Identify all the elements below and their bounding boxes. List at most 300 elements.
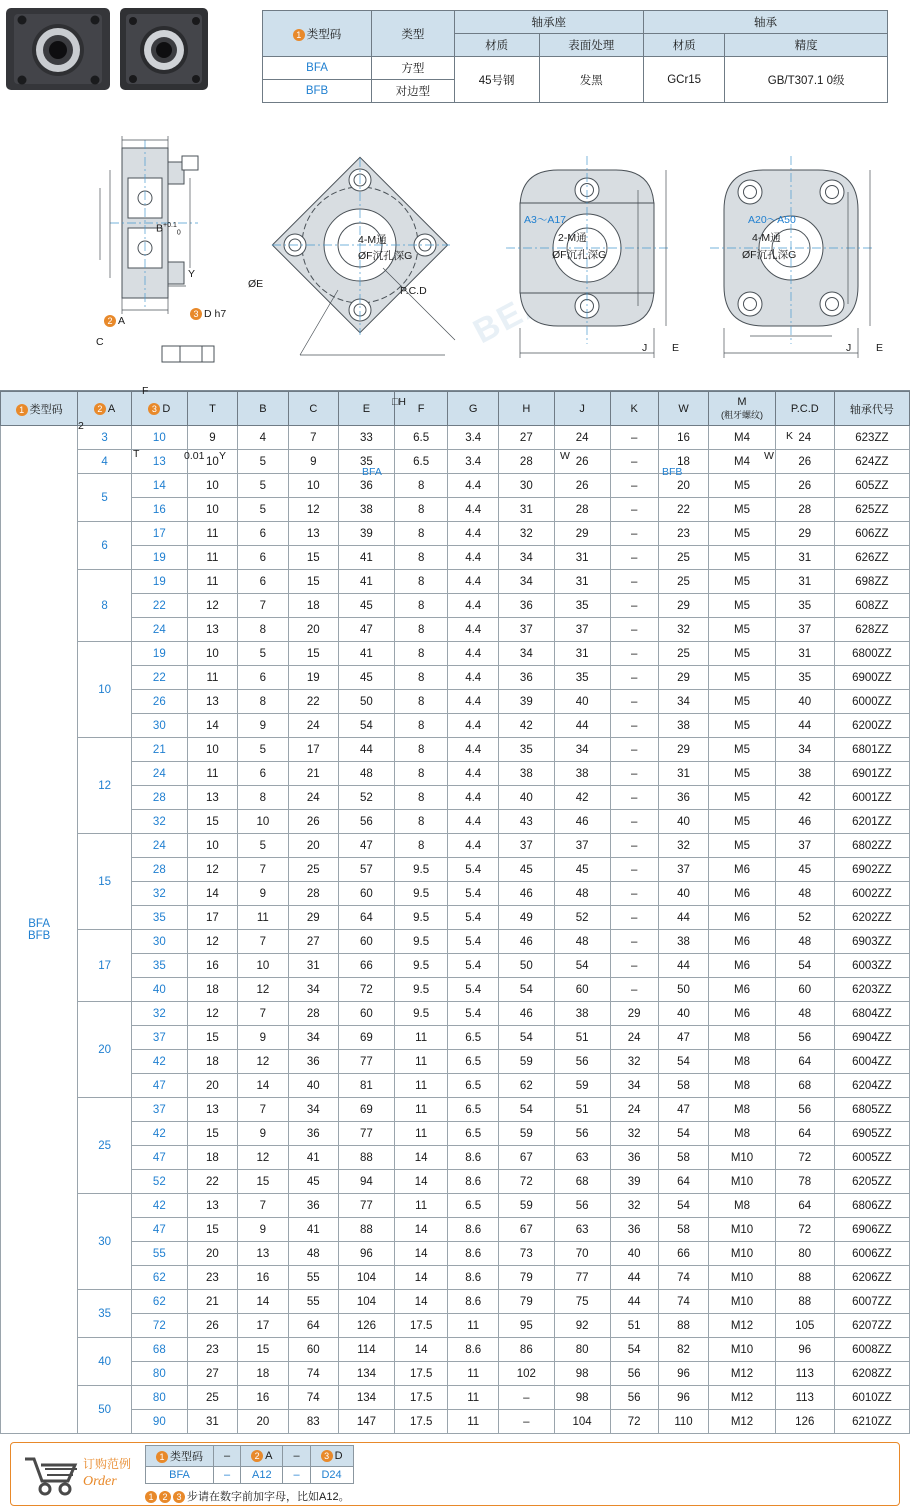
cell-h: 95: [498, 1314, 554, 1338]
cell-e: 72: [339, 978, 395, 1002]
cell-w: 58: [658, 1146, 708, 1170]
col-k: K: [610, 392, 658, 426]
cell-pcd: 31: [775, 570, 834, 594]
cell-w: 38: [658, 714, 708, 738]
cell-w: 82: [658, 1338, 708, 1362]
cell-d: 13: [131, 450, 187, 474]
cell-pcd: 35: [775, 666, 834, 690]
cell-m: M10: [709, 1338, 776, 1362]
cell-b: 17: [238, 1314, 288, 1338]
bfa-title: BFA: [362, 466, 382, 478]
cell-t: 25: [187, 1386, 237, 1410]
cell-w: 96: [658, 1386, 708, 1410]
cell-h: 34: [498, 546, 554, 570]
cell-f: 14: [394, 1170, 448, 1194]
cell-h: 46: [498, 882, 554, 906]
cell-g: 8.6: [448, 1218, 498, 1242]
cell-c: 74: [288, 1362, 338, 1386]
cell-d: 80: [131, 1386, 187, 1410]
cell-b: 9: [238, 1218, 288, 1242]
cell-e: 77: [339, 1050, 395, 1074]
cell-m: M6: [709, 906, 776, 930]
table-row: [1, 1122, 910, 1146]
cell-f: 9.5: [394, 1002, 448, 1026]
cell-pcd: 54: [775, 954, 834, 978]
cell-b: 5: [238, 474, 288, 498]
cell-j: 26: [554, 450, 610, 474]
cell-h: 38: [498, 762, 554, 786]
cell-pcd: 48: [775, 1002, 834, 1026]
cell-f: 9.5: [394, 978, 448, 1002]
cell-k: 39: [610, 1170, 658, 1194]
cell-k: –: [610, 714, 658, 738]
table-row: [1, 882, 910, 906]
cell-b: 6: [238, 546, 288, 570]
cell-j: 77: [554, 1266, 610, 1290]
cell-w: 54: [658, 1122, 708, 1146]
col-j: J: [554, 392, 610, 426]
cell-t: 23: [187, 1266, 237, 1290]
spec-code-bfa: BFA: [263, 57, 372, 80]
cell-j: 37: [554, 618, 610, 642]
cell-g: 5.4: [448, 858, 498, 882]
cell-f: 8: [394, 570, 448, 594]
cell-g: 6.5: [448, 1026, 498, 1050]
cell-j: 63: [554, 1146, 610, 1170]
dim-a-label: 2 A: [104, 315, 125, 327]
cell-j: 51: [554, 1098, 610, 1122]
cell-k: –: [610, 954, 658, 978]
cell-d: 35: [131, 906, 187, 930]
dimension-table: [0, 391, 910, 1434]
cell-b: 9: [238, 1026, 288, 1050]
cell-j: 35: [554, 666, 610, 690]
cell-w: 25: [658, 570, 708, 594]
cell-t: 31: [187, 1410, 237, 1434]
cell-f: 11: [394, 1026, 448, 1050]
cell-pcd: 24: [775, 426, 834, 450]
cell-e: 41: [339, 546, 395, 570]
cell-e: 147: [339, 1410, 395, 1434]
cell-d: 26: [131, 690, 187, 714]
cell-e: 36: [339, 474, 395, 498]
cell-m: M10: [709, 1170, 776, 1194]
cell-k: –: [610, 762, 658, 786]
cell-b: 15: [238, 1170, 288, 1194]
cell-f: 17.5: [394, 1362, 448, 1386]
cell-j: 98: [554, 1386, 610, 1410]
cell-f: 8: [394, 642, 448, 666]
cell-t: 12: [187, 858, 237, 882]
cell-g: 4.4: [448, 810, 498, 834]
cell-d: 17: [131, 522, 187, 546]
cell-d: 14: [131, 474, 187, 498]
spec-head-material: 材质: [454, 34, 539, 57]
cell-h: 35: [498, 738, 554, 762]
cell-f: 9.5: [394, 930, 448, 954]
a-value-cell: 5: [78, 474, 132, 522]
cell-d: 32: [131, 1002, 187, 1026]
cell-m: M5: [709, 642, 776, 666]
table-row: [1, 474, 910, 498]
cell-pcd: 64: [775, 1050, 834, 1074]
cell-h: 40: [498, 786, 554, 810]
cell-k: –: [610, 570, 658, 594]
cell-m: M5: [709, 666, 776, 690]
cell-d: 21: [131, 738, 187, 762]
cell-w: 29: [658, 666, 708, 690]
a-value-cell: 50: [78, 1386, 132, 1434]
cell-t: 20: [187, 1074, 237, 1098]
cell-c: 24: [288, 786, 338, 810]
cell-k: –: [610, 498, 658, 522]
cell-k: 56: [610, 1386, 658, 1410]
cell-h: 31: [498, 498, 554, 522]
cell-k: 24: [610, 1026, 658, 1050]
col-a: 2 A: [78, 392, 132, 426]
a-value-cell: 8: [78, 570, 132, 642]
cell-brg: 6000ZZ: [834, 690, 909, 714]
cell-w: 32: [658, 834, 708, 858]
bfb-large-holes: 4-M通: [752, 232, 781, 244]
datum-y-label: Y: [188, 268, 196, 280]
cell-t: 9: [187, 426, 237, 450]
col-t: T: [187, 392, 237, 426]
cell-t: 10: [187, 642, 237, 666]
cell-f: 9.5: [394, 954, 448, 978]
cell-m: M5: [709, 522, 776, 546]
cell-b: 12: [238, 1146, 288, 1170]
cell-t: 27: [187, 1362, 237, 1386]
cell-c: 28: [288, 1002, 338, 1026]
cell-w: 64: [658, 1170, 708, 1194]
cell-b: 6: [238, 666, 288, 690]
cell-j: 54: [554, 954, 610, 978]
cell-pcd: 88: [775, 1266, 834, 1290]
cell-g: 4.4: [448, 570, 498, 594]
cell-w: 50: [658, 978, 708, 1002]
cell-brg: 6805ZZ: [834, 1098, 909, 1122]
table-row: [1, 738, 910, 762]
cell-c: 60: [288, 1338, 338, 1362]
table-row: [1, 858, 910, 882]
cell-f: 8: [394, 546, 448, 570]
cell-w: 88: [658, 1314, 708, 1338]
cell-d: 47: [131, 1218, 187, 1242]
bfb-large-k: K: [786, 430, 794, 442]
cell-brg: 6201ZZ: [834, 810, 909, 834]
cell-t: 13: [187, 786, 237, 810]
cell-c: 26: [288, 810, 338, 834]
cell-d: 24: [131, 834, 187, 858]
cell-m: M6: [709, 858, 776, 882]
cell-k: –: [610, 642, 658, 666]
cell-k: –: [610, 618, 658, 642]
cell-g: 8.6: [448, 1170, 498, 1194]
cell-e: 126: [339, 1314, 395, 1338]
cell-j: 35: [554, 594, 610, 618]
cell-t: 13: [187, 618, 237, 642]
cell-brg: 6200ZZ: [834, 714, 909, 738]
cell-t: 14: [187, 882, 237, 906]
cell-h: 86: [498, 1338, 554, 1362]
cell-e: 44: [339, 738, 395, 762]
cell-brg: 6204ZZ: [834, 1074, 909, 1098]
cell-w: 22: [658, 498, 708, 522]
cell-f: 11: [394, 1074, 448, 1098]
cell-pcd: 38: [775, 762, 834, 786]
cell-j: 92: [554, 1314, 610, 1338]
cell-e: 134: [339, 1362, 395, 1386]
spec-table-wrap: [262, 0, 910, 100]
cell-j: 48: [554, 882, 610, 906]
cell-e: 77: [339, 1194, 395, 1218]
cell-brg: 6206ZZ: [834, 1266, 909, 1290]
cell-brg: 624ZZ: [834, 450, 909, 474]
cell-e: 64: [339, 906, 395, 930]
cell-j: 40: [554, 690, 610, 714]
cell-b: 7: [238, 1098, 288, 1122]
cell-h: 27: [498, 426, 554, 450]
cell-k: –: [610, 690, 658, 714]
cell-d: 55: [131, 1242, 187, 1266]
cell-h: –: [498, 1410, 554, 1434]
table-row: [1, 1050, 910, 1074]
table-row: [1, 714, 910, 738]
order-val-d: D24: [310, 1466, 353, 1483]
cell-k: 24: [610, 1098, 658, 1122]
a-value-cell: 12: [78, 738, 132, 834]
cell-h: 67: [498, 1146, 554, 1170]
cell-j: 24: [554, 426, 610, 450]
cell-e: 81: [339, 1074, 395, 1098]
cell-e: 47: [339, 618, 395, 642]
table-row: [1, 954, 910, 978]
cell-m: M10: [709, 1146, 776, 1170]
cell-m: M6: [709, 1002, 776, 1026]
cell-k: 34: [610, 1074, 658, 1098]
cell-j: 31: [554, 642, 610, 666]
cell-pcd: 113: [775, 1362, 834, 1386]
cell-j: 44: [554, 714, 610, 738]
cell-c: 21: [288, 762, 338, 786]
spec-head-code: 1 类型码: [263, 11, 372, 57]
table-row: [1, 1266, 910, 1290]
cell-j: 80: [554, 1338, 610, 1362]
cell-brg: 608ZZ: [834, 594, 909, 618]
bfb-small-e: E: [672, 342, 680, 354]
cell-g: 5.4: [448, 882, 498, 906]
cell-f: 9.5: [394, 858, 448, 882]
cell-m: M5: [709, 690, 776, 714]
product-photo: [0, 0, 262, 100]
cell-h: 46: [498, 1002, 554, 1026]
table-row: [1, 834, 910, 858]
cell-b: 16: [238, 1266, 288, 1290]
cell-pcd: 64: [775, 1122, 834, 1146]
cell-j: 68: [554, 1170, 610, 1194]
cell-k: –: [610, 546, 658, 570]
table-row: [1, 1242, 910, 1266]
cell-m: M5: [709, 618, 776, 642]
cell-c: 20: [288, 834, 338, 858]
cell-brg: 625ZZ: [834, 498, 909, 522]
col-pcd: P.C.D: [775, 392, 834, 426]
cell-c: 13: [288, 522, 338, 546]
cell-d: 40: [131, 978, 187, 1002]
cell-t: 11: [187, 570, 237, 594]
cell-pcd: 60: [775, 978, 834, 1002]
cell-e: 52: [339, 786, 395, 810]
table-row: [1, 1290, 910, 1314]
cell-h: 45: [498, 858, 554, 882]
cell-f: 8: [394, 690, 448, 714]
table-row: [1, 666, 910, 690]
cell-pcd: 126: [775, 1410, 834, 1434]
cell-t: 10: [187, 474, 237, 498]
cell-k: 32: [610, 1050, 658, 1074]
cell-m: M6: [709, 930, 776, 954]
col-w: W: [658, 392, 708, 426]
cell-h: 67: [498, 1218, 554, 1242]
cell-pcd: 56: [775, 1098, 834, 1122]
order-head-d: 3 D: [310, 1445, 353, 1466]
cell-brg: 606ZZ: [834, 522, 909, 546]
table-row: [1, 978, 910, 1002]
cell-c: 74: [288, 1386, 338, 1410]
cell-d: 90: [131, 1410, 187, 1434]
cell-j: 75: [554, 1290, 610, 1314]
cell-d: 22: [131, 594, 187, 618]
cell-d: 16: [131, 498, 187, 522]
cell-e: 38: [339, 498, 395, 522]
cell-h: –: [498, 1386, 554, 1410]
cell-h: 59: [498, 1050, 554, 1074]
cell-c: 15: [288, 570, 338, 594]
cell-k: –: [610, 810, 658, 834]
table-row: [1, 618, 910, 642]
cell-w: 37: [658, 858, 708, 882]
cell-b: 12: [238, 978, 288, 1002]
cell-f: 8: [394, 714, 448, 738]
cell-b: 8: [238, 618, 288, 642]
cell-j: 28: [554, 498, 610, 522]
spec-head-bmaterial: 材质: [643, 34, 724, 57]
cell-j: 56: [554, 1122, 610, 1146]
cell-t: 26: [187, 1314, 237, 1338]
cell-d: 32: [131, 882, 187, 906]
bfa-e-label: ØE: [248, 278, 264, 290]
cell-t: 15: [187, 1122, 237, 1146]
cell-h: 79: [498, 1290, 554, 1314]
cell-e: 104: [339, 1266, 395, 1290]
cell-m: M8: [709, 1194, 776, 1218]
cell-j: 70: [554, 1242, 610, 1266]
cell-j: 52: [554, 906, 610, 930]
cell-c: 64: [288, 1314, 338, 1338]
cell-t: 22: [187, 1170, 237, 1194]
spec-type-bfa: 方型: [372, 57, 455, 80]
cell-h: 34: [498, 570, 554, 594]
table-row: [1, 1002, 910, 1026]
cell-k: –: [610, 834, 658, 858]
cell-e: 69: [339, 1098, 395, 1122]
cell-c: 24: [288, 714, 338, 738]
cell-j: 26: [554, 474, 610, 498]
col-c: C: [288, 392, 338, 426]
cell-h: 36: [498, 666, 554, 690]
bfb-large-counterbore: ØF沉孔深G: [742, 249, 797, 261]
spec-type-bfb: 对边型: [372, 80, 455, 103]
cell-c: 34: [288, 978, 338, 1002]
cell-c: 15: [288, 642, 338, 666]
table-row: [1, 498, 910, 522]
a-value-cell: 30: [78, 1194, 132, 1290]
cell-pcd: 29: [775, 522, 834, 546]
cell-pcd: 37: [775, 834, 834, 858]
cell-brg: 6008ZZ: [834, 1338, 909, 1362]
cell-e: 104: [339, 1290, 395, 1314]
cell-c: 27: [288, 930, 338, 954]
order-table: [145, 1445, 354, 1484]
cell-g: 5.4: [448, 906, 498, 930]
cell-d: 80: [131, 1362, 187, 1386]
cell-w: 31: [658, 762, 708, 786]
cell-m: M6: [709, 882, 776, 906]
col-type-code: 1 类型码: [1, 392, 78, 426]
cell-brg: 6804ZZ: [834, 1002, 909, 1026]
cell-pcd: 64: [775, 1194, 834, 1218]
cell-j: 34: [554, 738, 610, 762]
cell-h: 39: [498, 690, 554, 714]
cell-k: –: [610, 930, 658, 954]
cell-d: 19: [131, 546, 187, 570]
cell-g: 8.6: [448, 1242, 498, 1266]
cell-w: 36: [658, 786, 708, 810]
cell-g: 8.6: [448, 1146, 498, 1170]
a-value-cell: 4: [78, 450, 132, 474]
cell-h: 36: [498, 594, 554, 618]
cell-e: 60: [339, 882, 395, 906]
cell-f: 8: [394, 522, 448, 546]
cell-e: 54: [339, 714, 395, 738]
a-value-cell: 6: [78, 522, 132, 570]
cell-g: 4.4: [448, 522, 498, 546]
table-row: [1, 546, 910, 570]
cell-j: 45: [554, 858, 610, 882]
cell-pcd: 31: [775, 546, 834, 570]
cell-h: 49: [498, 906, 554, 930]
cell-k: –: [610, 738, 658, 762]
cell-e: 45: [339, 666, 395, 690]
cell-brg: 6905ZZ: [834, 1122, 909, 1146]
cell-g: 8.6: [448, 1338, 498, 1362]
cell-b: 7: [238, 1002, 288, 1026]
cell-t: 11: [187, 762, 237, 786]
cell-d: 28: [131, 858, 187, 882]
table-row: [1, 1194, 910, 1218]
cell-w: 25: [658, 546, 708, 570]
cell-d: 30: [131, 714, 187, 738]
cell-brg: 6801ZZ: [834, 738, 909, 762]
cell-j: 42: [554, 786, 610, 810]
spec-head-baccuracy: 精度: [725, 34, 888, 57]
cell-pcd: 31: [775, 642, 834, 666]
cell-d: 37: [131, 1026, 187, 1050]
cell-j: 98: [554, 1362, 610, 1386]
cell-brg: 6802ZZ: [834, 834, 909, 858]
cell-w: 47: [658, 1098, 708, 1122]
